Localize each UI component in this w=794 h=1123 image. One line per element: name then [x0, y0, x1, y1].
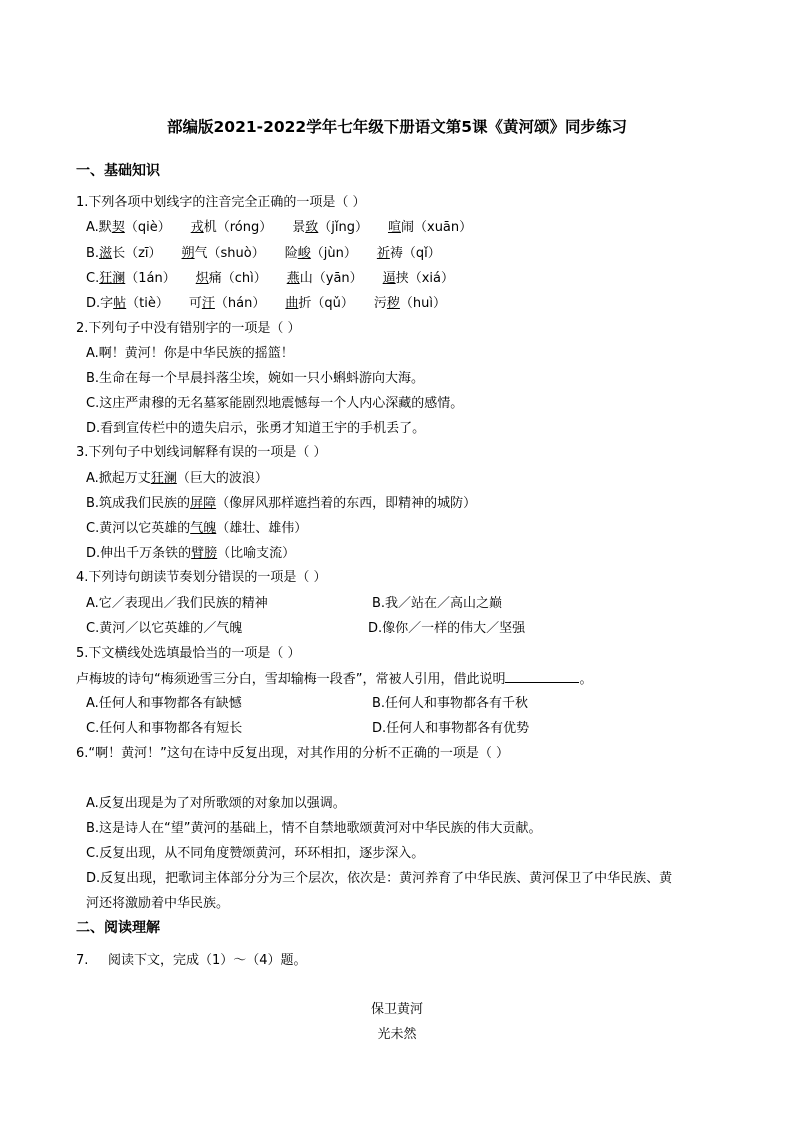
question-3-stem: 3.下列句子中划线词解释有误的一项是（ ）: [76, 445, 327, 460]
question-3-option-a: A.掀起万丈狂澜（巨大的波浪）: [86, 471, 268, 486]
question-7-number: 7.: [76, 953, 89, 968]
question-6-stem: 6.“啊！黄河！”这句在诗中反复出现，对其作用的分析不正确的一项是（ ）: [76, 746, 510, 761]
question-2-stem: 2.下列句子中没有错别字的一项是（ ）: [76, 321, 301, 336]
question-1-option-c: C.狂澜（1án） 炽痛（chì） 燕山（yān） 逼挟（xiá）: [86, 271, 454, 286]
question-1-option-d: D.字帖（tiè） 可汗（hán） 曲折（qǔ） 污秽（huì）: [86, 296, 447, 311]
question-6-option-b: B.这是诗人在“望”黄河的基础上，情不自禁地歌颂黄河对中华民族的伟大贡献。: [86, 821, 542, 836]
question-4-option-d: D.像你／一样的伟大／坚强: [368, 621, 526, 636]
question-4-stem: 4.下列诗句朗读节奏划分错误的一项是（ ）: [76, 570, 327, 585]
question-5-option-c: C.任何人和事物都各有短长: [86, 721, 243, 736]
question-2-option-a: A.啊！黄河！你是中华民族的摇篮！: [86, 346, 294, 361]
question-4-option-c: C.黄河／以它英雄的／气魄: [86, 621, 243, 636]
question-3-option-b: B.筑成我们民族的屏障（像屏风那样遮挡着的东西，即精神的城防）: [86, 496, 477, 511]
question-1-option-a: A.默契（qiè） 戎机（róng） 景致（jǐng） 喧闹（xuān）: [86, 220, 473, 235]
question-2-option-c: C.这庄严肃穆的无名墓冢能剧烈地震憾每一个人内心深藏的感情。: [86, 396, 464, 411]
question-6-option-c: C.反复出现，从不同角度赞颂黄河，环环相扣，逐步深入。: [86, 846, 425, 861]
question-6-option-d-line1: D.反复出现，把歌词主体部分分为三个层次，依次是：黄河养育了中华民族、黄河保卫了中华民族、黄: [86, 871, 673, 886]
question-5-option-a: A.任何人和事物都各有缺憾: [86, 696, 242, 711]
question-1-option-b: B.滋长（zī） 朔气（shuò） 险峻（jùn） 祈祷（qǐ）: [86, 246, 441, 261]
page-title: 部编版2021-2022学年七年级下册语文第5课《黄河颂》同步练习: [167, 118, 627, 136]
passage-author: 光未然: [377, 1027, 417, 1042]
question-2-option-d: D.看到宣传栏中的遗失启示，张勇才知道王宇的手机丢了。: [86, 421, 426, 436]
question-4-option-a: A.它／表现出／我们民族的精神: [86, 596, 268, 611]
question-4-option-b: B.我／站在／高山之巅: [372, 596, 503, 611]
question-5-stem: 5.下文横线处选填最恰当的一项是（ ）: [76, 646, 301, 661]
question-2-option-b: B.生命在每一个早晨抖落尘埃，婉如一只小蝌蚪游向大海。: [86, 371, 425, 386]
question-5-option-d: D.任何人和事物都各有优势: [372, 721, 530, 736]
answer-blank[interactable]: [505, 670, 579, 683]
section-heading-basics: 一、基础知识: [76, 163, 160, 179]
question-6-option-a: A.反复出现是为了对所歌颂的对象加以强调。: [86, 796, 346, 811]
question-1-stem: 1.下列各项中划线字的注音完全正确的一项是（ ）: [76, 195, 366, 210]
question-5-option-b: B.任何人和事物都各有千秋: [372, 696, 529, 711]
question-7-stem: 阅读下文，完成（1）～（4）题。: [108, 953, 307, 968]
question-6-option-d-line2: 河还将激励着中华民族。: [86, 896, 230, 911]
question-5-context: 卢梅坡的诗句“梅须逊雪三分白，雪却输梅一段香”，常被人引用，借此说明 。: [76, 672, 593, 687]
question-3-option-d: D.伸出千万条铁的臂膀（比喻支流）: [86, 546, 296, 561]
section-heading-reading: 二、阅读理解: [76, 920, 160, 936]
question-3-option-c: C.黄河以它英雄的气魄（雄壮、雄伟）: [86, 521, 308, 536]
passage-title: 保卫黄河: [370, 1002, 423, 1017]
